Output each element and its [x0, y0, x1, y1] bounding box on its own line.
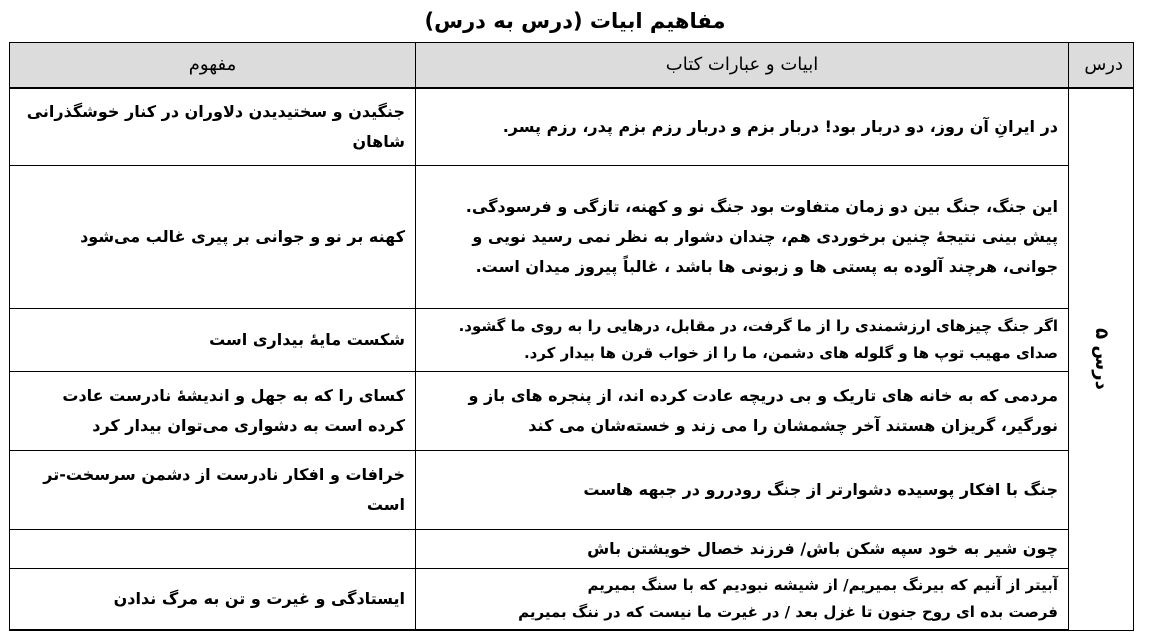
header-row: [10, 43, 1134, 89]
verse-line: در ایرانِ آن روز، دو دربار بود! دربار بزم و دربار رزم بزم پدر، رزم پسر.: [502, 117, 1058, 136]
lesson-label: درس ۵: [1091, 328, 1112, 391]
header-concept: مفهوم: [10, 43, 416, 89]
concept-cell: خرافات و افکار نادرست از دشمن سرسخت-تر است: [10, 451, 416, 530]
header-lesson: درس: [1069, 43, 1134, 89]
verse-line: این جنگ، جنگ بین دو زمان متفاوت بود جنگ نو و کهنه، تازگی و فرسودگی. پیش بینی نتیجهٔ چنین برخوردی هم، چندان دشوار به نظر نمی رسید نویی و جوانی، هرچند آلوده به پستی ها و زبونی ها باشد ، غالباً پیروز میدان است.: [465, 197, 1058, 276]
verse-line: فرصت بده ای روح جنون تا غزل بعد / در غیرت ما نیست که در ننگ بمیریم: [518, 603, 1058, 621]
verse-line: اگر جنگ چیزهای ارزشمندی را از ما گرفت، در مقابل، درهایی را به روی ما گشود.: [458, 317, 1058, 335]
concept-cell: شکست مایهٔ بیداری است: [10, 309, 416, 372]
verse-cell: [416, 88, 1069, 166]
concept-cell: کسای را که به جهل و اندیشهٔ نادرست عادت کرده است به دشواری می‌توان بیدار کرد: [10, 372, 416, 451]
table-row: [10, 309, 1134, 372]
verse-line: صدای مهیب توپ ها و گلوله های دشمن، ما را از خواب قرن ها بیدار کرد.: [523, 344, 1058, 362]
verse-cell: [416, 451, 1069, 530]
verse-cell: [416, 166, 1069, 309]
table-row: [10, 372, 1134, 451]
verse-cell: [416, 530, 1069, 569]
concept-cell: [10, 530, 416, 569]
lesson-cell: [1069, 88, 1134, 630]
concept-cell: جنگیدن و سختیدیدن دلاوران در کنار خوشگذرانی شاهان: [10, 88, 416, 166]
table-row: [10, 569, 1134, 631]
concept-cell: کهنه بر نو و جوانی بر پیری غالب می‌شود: [10, 166, 416, 309]
verse-cell: [416, 309, 1069, 372]
concepts-table: [9, 42, 1134, 631]
verse-line: مردمی که به خانه های تاریک و بی دریچه عادت کرده اند، از پنجره های باز و نورگیر، گریزان هستند آخر چشمشان را می زند و خسته‌شان می کند: [468, 386, 1058, 435]
table-row: [10, 88, 1134, 166]
concept-cell: ایستادگی و غیرت و تن به مرگ ندادن: [10, 569, 416, 631]
page-title: مفاهیم ابیات (درس به درس): [424, 9, 726, 33]
table-row: [10, 451, 1134, 530]
header-verses: ابیات و عبارات کتاب: [416, 43, 1069, 89]
table-row: [10, 166, 1134, 309]
verse-cell: [416, 569, 1069, 631]
verse-line: جنگ با افکار پوسیده دشوارتر از جنگ رودررو در جبهه هاست: [583, 480, 1058, 499]
verse-line: چون شیر به خود سپه شکن باش/ فرزند خصال خویشتن باش: [587, 539, 1058, 558]
verse-line: آبیتر از آنیم که بیرنگ بمیریم/ از شیشه نبودیم که با سنگ بمیریم: [587, 576, 1058, 594]
table-row: [10, 530, 1134, 569]
verse-cell: [416, 372, 1069, 451]
